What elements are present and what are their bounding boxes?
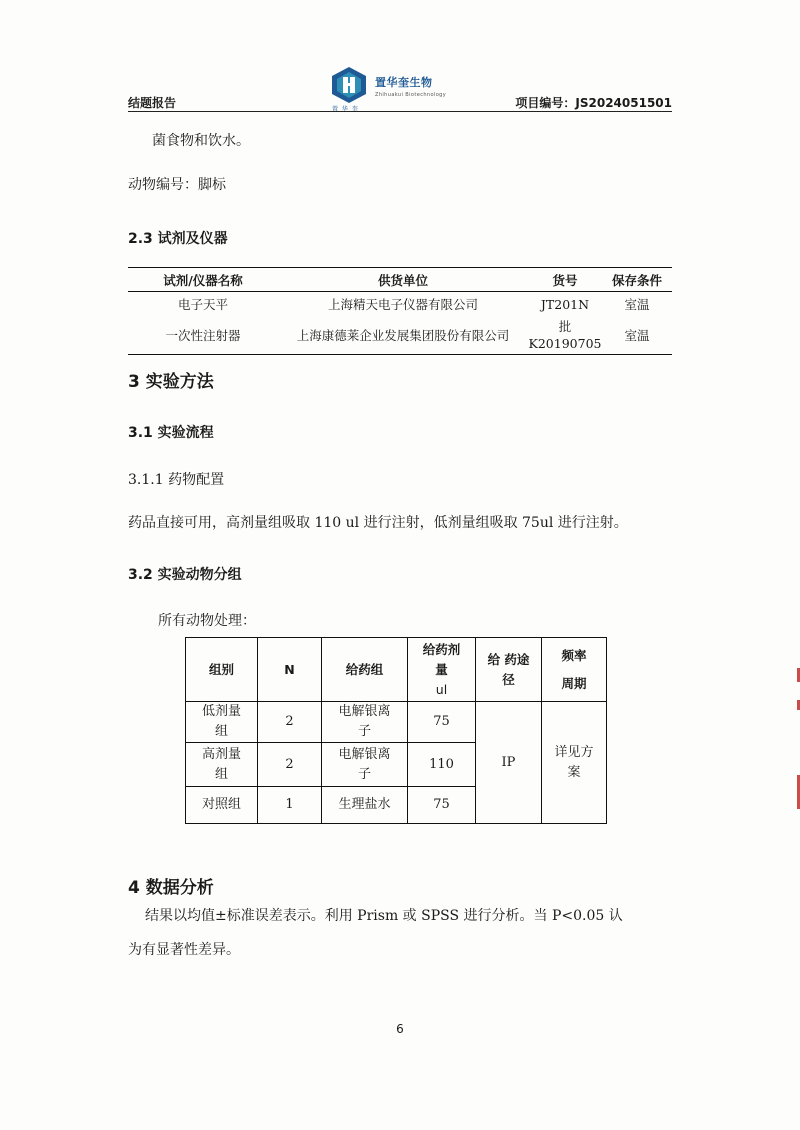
cell-dose: 75 <box>408 702 476 743</box>
section-4-text-line1: 结果以均值±标准误差表示。利用 Prism 或 SPSS 进行分析。当 P<0.05 认 <box>145 908 623 924</box>
cell-group-line2: 组 <box>214 766 228 782</box>
cell-drug-line2: 子 <box>357 766 371 782</box>
col-n: N <box>258 638 322 702</box>
col-frequency-line2: 周期 <box>561 675 587 691</box>
section-3-2-intro: 所有动物处理： <box>158 613 256 629</box>
logo-company-english: Zhihuakui Biotechnology <box>375 92 447 98</box>
page-number: 6 <box>396 1022 404 1036</box>
col-drug: 给药组 <box>322 638 408 702</box>
cell-group <box>186 743 258 787</box>
col-route-line1: 给 药途 <box>487 651 530 667</box>
col-route <box>476 638 542 702</box>
col-dose-line1: 给药剂 <box>422 641 461 657</box>
cell-name: 一次性注射器 <box>128 317 278 355</box>
cell-drug-line1: 电解银离 <box>338 746 391 762</box>
col-catalog: 货号 <box>528 268 602 292</box>
cell-catalog <box>528 317 602 355</box>
col-dose-line2: 量 <box>435 661 448 677</box>
reagent-table <box>128 267 672 355</box>
cell-group-line1: 高剂量 <box>201 746 241 762</box>
cell-dose: 75 <box>408 787 476 824</box>
col-storage: 保存条件 <box>602 268 672 292</box>
cell-drug: 生理盐水 <box>322 787 408 824</box>
col-frequency-line1: 频率 <box>561 647 587 663</box>
cell-drug-line2: 子 <box>357 724 371 739</box>
col-dose-line3: ul <box>435 681 448 697</box>
company-logo <box>330 66 470 113</box>
col-name: 试剂/仪器名称 <box>128 268 278 292</box>
cell-drug <box>322 743 408 787</box>
cell-name: 电子天平 <box>177 296 228 312</box>
col-route-line2: 径 <box>502 671 515 687</box>
section-3-1-1-title: 3.1.1 药物配置 <box>128 472 225 488</box>
col-dose <box>408 638 476 702</box>
col-supplier: 供货单位 <box>278 268 528 292</box>
cell-supplier: 上海精天电子仪器有限公司 <box>327 296 478 312</box>
cell-catalog-line1: 批 <box>558 319 572 335</box>
logo-company-short: 置 华 奎 <box>332 106 359 113</box>
logo-mark-icon <box>330 66 368 104</box>
section-3-2-title: 3.2 实验动物分组 <box>128 567 242 583</box>
section-4-title: 4 数据分析 <box>128 878 214 898</box>
cell-drug <box>322 702 408 743</box>
cell-drug-line1: 电解银离 <box>338 704 391 719</box>
header-divider <box>128 111 672 112</box>
cell-group-line1: 低剂量 <box>201 704 241 719</box>
reagent-table-header <box>128 268 672 292</box>
group-table-header <box>186 638 607 702</box>
section-3-1-1-text: 药品直接可用，高剂量组吸取 110 ul 进行注射，低剂量组吸取 75ul 进行注射。 <box>128 515 628 531</box>
cell-route: IP <box>476 702 542 824</box>
cell-frequency <box>542 702 607 824</box>
cell-n: 2 <box>258 702 322 743</box>
header-report-type: 结题报告 <box>128 96 177 110</box>
section-4-text-line2: 为有显著性差异。 <box>128 942 240 958</box>
cell-storage: 室温 <box>624 296 650 312</box>
cell-frequency-line2: 案 <box>567 764 581 780</box>
paragraph-feed: 菌食物和饮水。 <box>152 133 250 149</box>
cell-dose: 110 <box>408 743 476 787</box>
header-project-number: 项目编号：JS2024051501 <box>515 96 672 110</box>
cell-group-line2: 组 <box>214 724 228 739</box>
cell-n: 1 <box>258 787 322 824</box>
table-row <box>128 292 672 317</box>
section-3-title: 3 实验方法 <box>128 372 214 392</box>
section-2-3-title: 2.3 试剂及仪器 <box>128 231 228 247</box>
cell-catalog: JT201N <box>540 296 590 312</box>
group-table <box>185 637 607 824</box>
table-row <box>186 702 607 743</box>
cell-n: 2 <box>258 743 322 787</box>
col-group: 组别 <box>186 638 258 702</box>
paragraph-animal-id: 动物编号：脚标 <box>128 177 226 193</box>
cell-group: 对照组 <box>186 787 258 824</box>
cell-catalog-line2: K20190705 <box>528 336 602 352</box>
cell-supplier: 上海康德莱企业发展集团股份有限公司 <box>278 317 528 355</box>
table-row <box>128 317 672 355</box>
cell-group <box>186 702 258 743</box>
section-3-1-title: 3.1 实验流程 <box>128 425 214 441</box>
logo-company-name: 置华奎生物 <box>375 76 433 89</box>
cell-frequency-line1: 详见方 <box>554 744 594 760</box>
col-frequency <box>542 638 607 702</box>
cell-storage: 室温 <box>602 317 672 355</box>
